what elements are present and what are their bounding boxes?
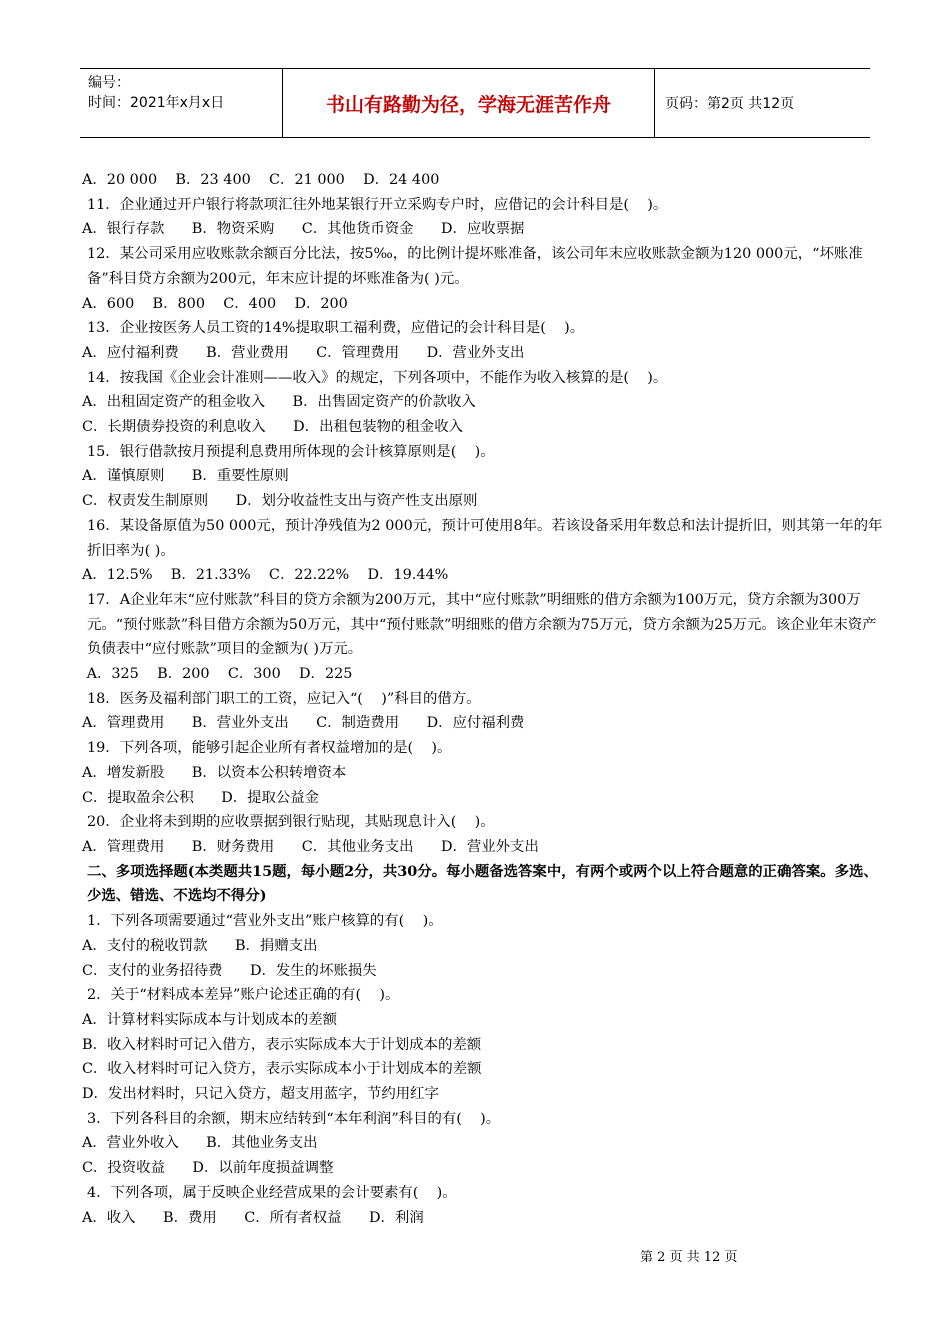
option-line: C．长期债券投资的利息收入 D．出租包装物的租金收入 [82,419,463,436]
option-line: A．增发新股 B．以资本公积转增资本 [82,764,347,781]
question-line: 4．下列各项，属于反映企业经营成果的会计要素有( )。 [87,1184,457,1201]
question-line: 15．银行借款按月预提利息费用所体现的会计核算原则是( )。 [87,443,495,460]
option-line: A．计算材料实际成本与计划成本的差额 [82,1011,338,1028]
question-line: 14．按我国《企业会计准则——收入》的规定，下列各项中，不能作为收入核算的是( )。 [87,369,668,386]
option-line: A．管理费用 B．财务费用 C．其他业务支出 D．营业外支出 [82,838,539,855]
question-line: 20．企业将未到期的应收票据到银行贴现，其贴现息计入( )。 [87,814,495,831]
option-line: A．应付福利费 B．营业费用 C．管理费用 D．营业外支出 [82,344,525,361]
option-line: C．收入材料时可记入贷方，表示实际成本小于计划成本的差额 [82,1061,482,1078]
question-line: 16．某设备原值为50 000元，预计净残值为2 000元，预计可使用8年。若该设备采用年数总和法计提折旧，则其第一年的年折旧率为( )。 [87,517,883,559]
option-line: B．收入材料时可记入借方，表示实际成本大于计划成本的差额 [82,1036,482,1053]
question-line: 3．下列各科目的余额，期末应结转到“本年利润”科目的有( )。 [87,1110,501,1127]
option-line: C．支付的业务招待费 D．发生的坏账损失 [82,962,377,979]
question-line: 17．A企业年末“应付账款”科目的贷方余额为200万元，其中“应付账款”明细账的借方余额为100万元，贷方余额为300万元。“预付账款”科目借方余额为50万元，其中“预付账款”明细账的借方余额为75万元，贷方余额为25万元。该企业年末资产负债表中“应付账款”项目的金额为( )万元。 [87,591,877,658]
page-footer: 第 2 页 共 12 页 [640,1250,738,1265]
option-line: C．提取盈余公积 D．提取公益金 [82,789,320,806]
question-line: 13．企业按医务人员工资的14%提取职工福利费，应借记的会计科目是( )。 [87,320,585,337]
question-line: 12．某公司采用应收账款余额百分比法，按5‰，的比例计提坏账准备，该公司年末应收账款金额为120 000元，“坏账准备”科目贷方余额为200元，年末应计提的坏账准备为( )元。 [87,246,863,287]
option-line: A．营业外收入 B．其他业务支出 [82,1135,318,1152]
option-line: C．投资收益 D．以前年度损益调整 [82,1160,334,1177]
date-label: 时间：2021年x月x日 [88,95,225,111]
option-line: A．12.5% B．21.33% C．22.22% D．19.44% [82,567,449,584]
header-page-number: 页码：第2页 共12页 [665,96,795,112]
header-info [80,69,283,137]
option-line: A．出租固定资产的租金收入 B．出售固定资产的价款收入 [82,394,476,411]
option-line: A．20 000 B．23 400 C．21 000 D．24 400 [82,172,440,188]
question-line: 2．关于“材料成本差异”账户论述正确的有( )。 [87,987,400,1004]
option-line: A．谨慎原则 B．重要性原则 [82,468,289,485]
option-line: D．发出材料时，只记入贷方，超支用蓝字，节约用红字 [82,1086,439,1103]
header-motto: 书山有路勤为径，学海无涯苦作舟 [283,69,655,137]
option-line: C．权责发生制原则 D．划分收益性支出与资产性支出原则 [82,493,478,510]
option-line: A．收入 B．费用 C．所有者权益 D．利润 [82,1209,424,1226]
question-line: 19．下列各项，能够引起企业所有者权益增加的是( )。 [87,740,452,757]
option-line: A．600 B．800 C．400 D．200 [82,295,348,312]
document-body [82,168,890,1230]
question-line: 11．企业通过开户银行将款项汇往外地某银行开立采购专户时，应借记的会计科目是( )。 [87,196,668,213]
option-line: A．银行存款 B．物资采购 C．其他货币资金 D．应收票据 [82,221,525,238]
option-line: A．支付的税收罚款 B．捐赠支出 [82,937,318,954]
option-line: A．管理费用 B．营业外支出 C．制造费用 D．应付福利费 [82,715,525,732]
serial-number-label: 编号： [88,75,130,91]
option-line: A．325 B．200 C．300 D．225 [82,666,353,683]
page-header [80,68,870,138]
section-heading: 二、多项选择题(本类题共15题，每小题2分，共30分。每小题备选答案中，有两个或两个以上符合题意的正确答案。多选、少选、错选、不选均不得分) [87,862,878,905]
question-line: 18．医务及福利部门职工的工资，应记入“( )”科目的借方。 [87,690,481,707]
question-line: 1．下列各项需要通过“营业外支出”账户核算的有( )。 [87,913,443,930]
